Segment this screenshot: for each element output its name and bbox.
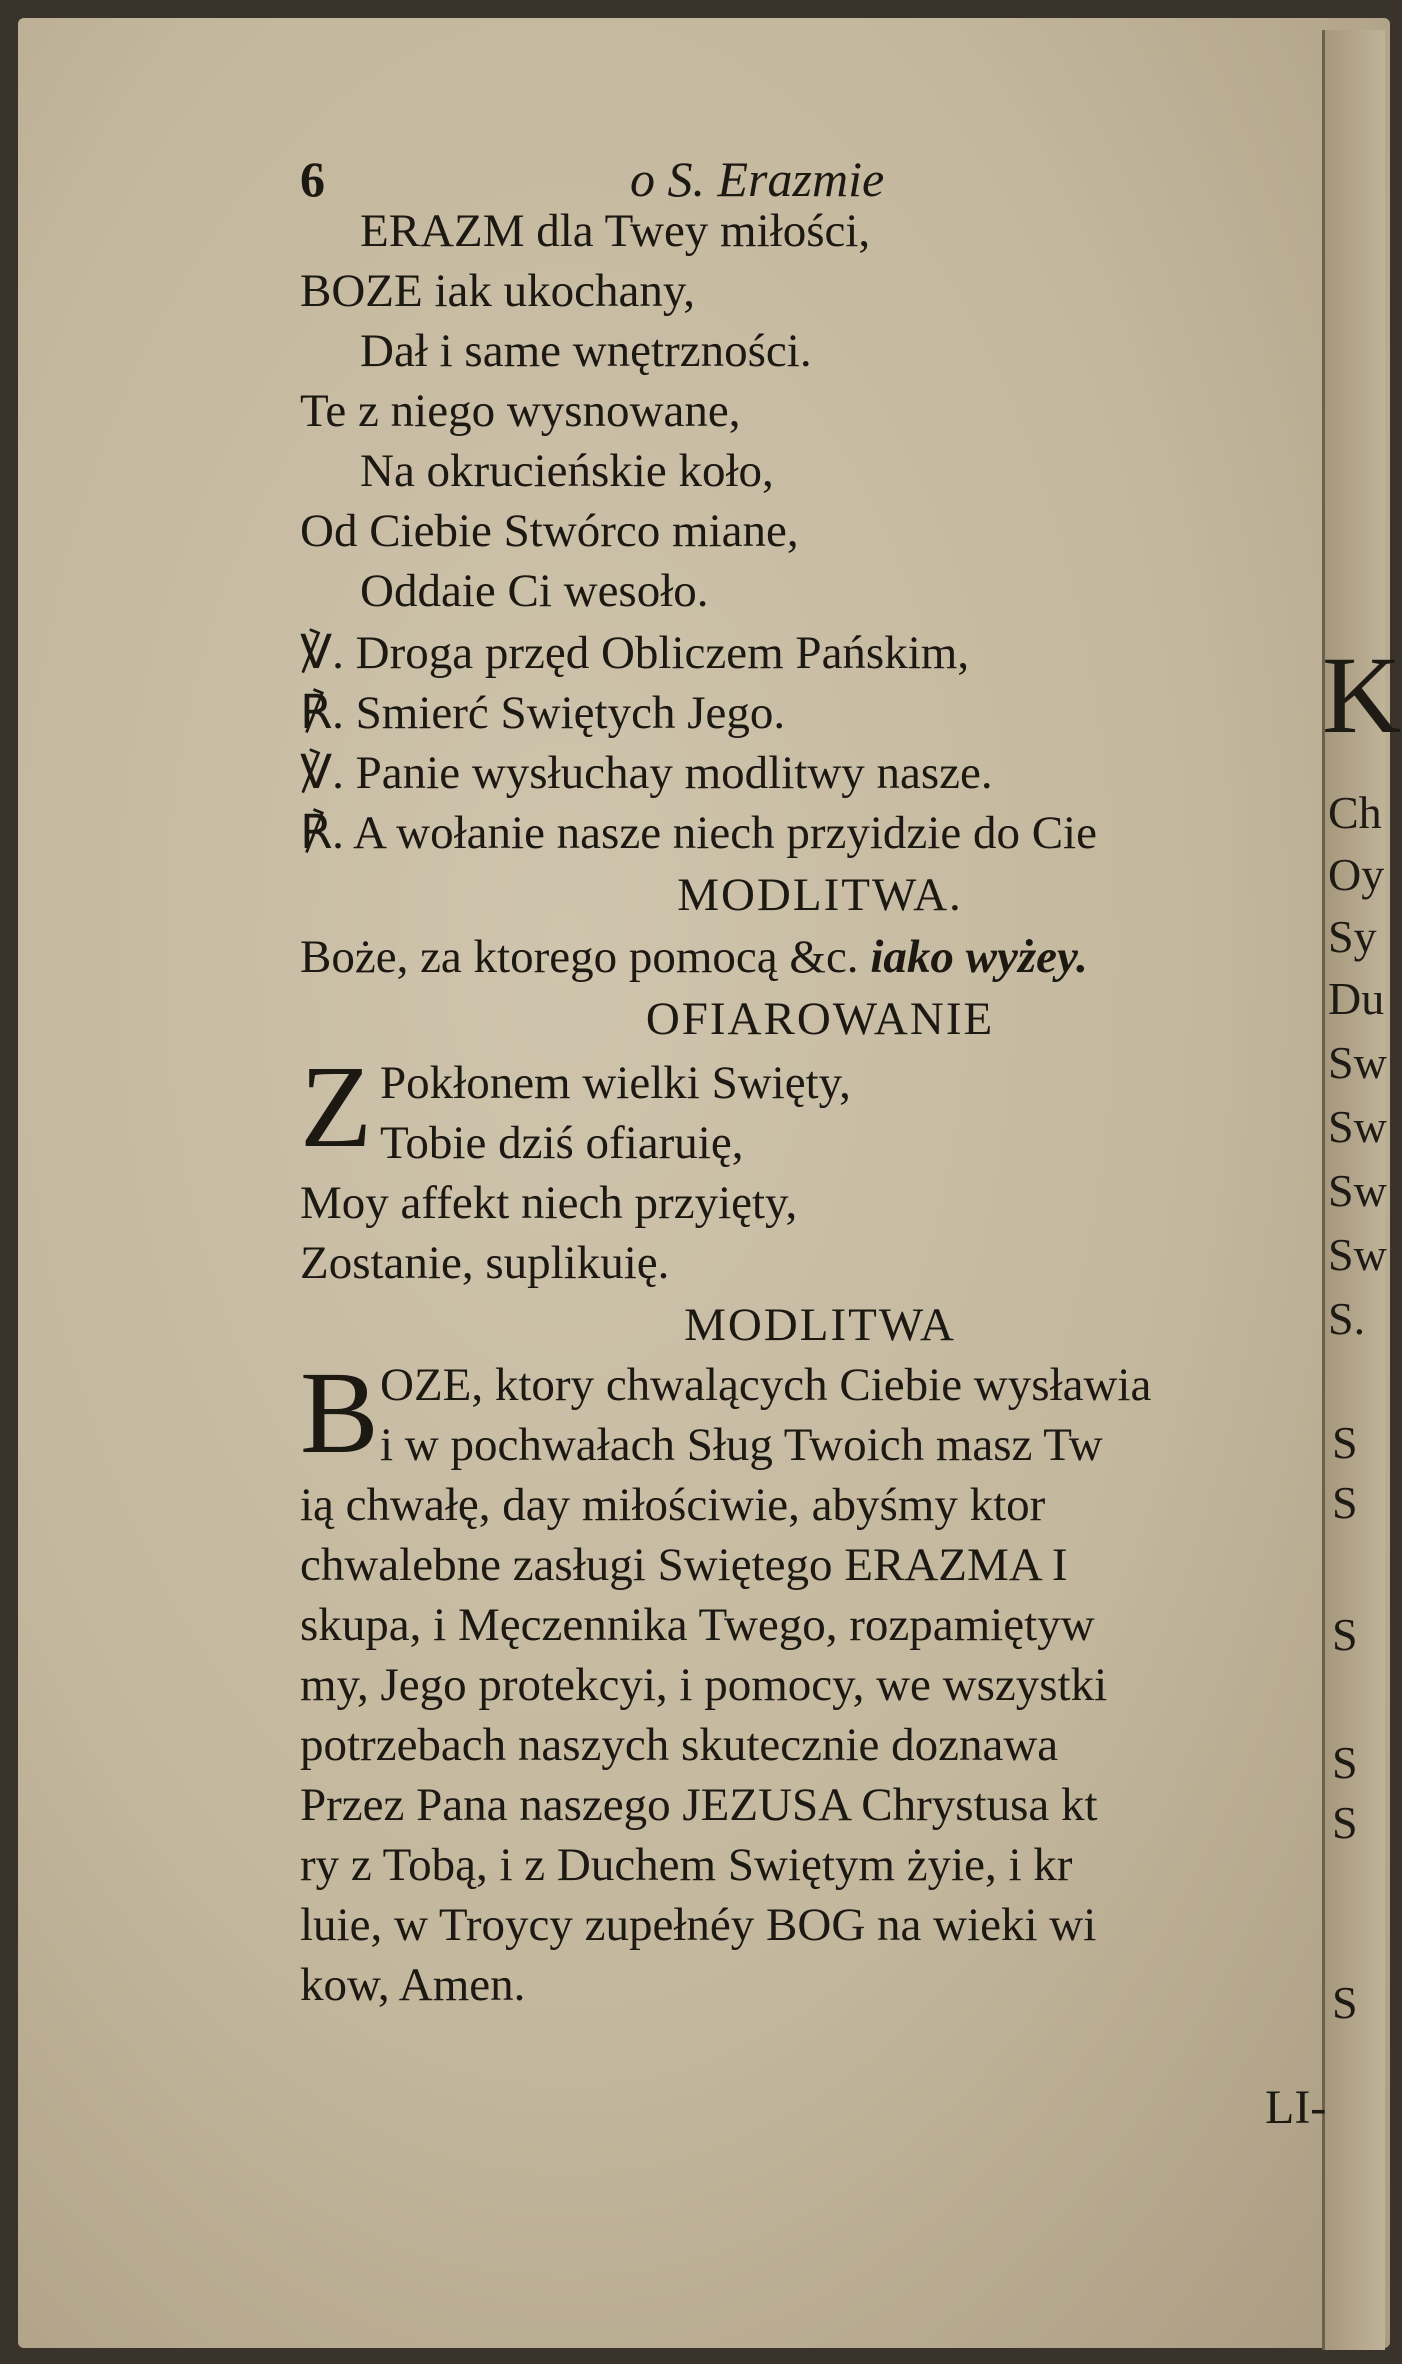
drop-cap: B — [300, 1347, 379, 1478]
verse-line: Od Ciebie Stwórco miane, — [300, 505, 799, 557]
next-page-fragment: S — [1332, 1797, 1358, 1848]
offering-heading: OFIAROWANIE — [645, 993, 995, 1045]
prayer-line: my, Jego protekcyi, i pomocy, we wszystki — [300, 1659, 1108, 1711]
response-line: ℟. A wołanie nasze niech przyidzie do Cie — [300, 807, 1097, 859]
prayer-line: chwalebne zasługi Swiętego ERAZMA I — [300, 1539, 1068, 1591]
offering-line: Pokłonem wielki Swięty, — [380, 1057, 851, 1109]
verse-line: Oddaie Ci wesoło. — [360, 565, 709, 617]
verse-line: Te z niego wysnowane, — [300, 385, 741, 437]
prayer-line: potrzebach naszych skutecznie doznawa — [300, 1719, 1059, 1771]
offering-line: Tobie dziś ofiaruię, — [380, 1117, 744, 1169]
verse-line: BOZE iak ukochany, — [300, 265, 696, 317]
prayer-line: ry z Tobą, i z Duchem Swiętym żyie, i kr — [300, 1839, 1073, 1891]
next-page-fragment: Sy — [1328, 911, 1377, 962]
next-page-fragment: K — [1322, 634, 1402, 756]
next-page-fragment: S. — [1328, 1293, 1366, 1344]
running-title: o S. Erazmie — [630, 151, 885, 207]
catchword: LI- — [1265, 2081, 1327, 2134]
prayer-line — [300, 931, 1088, 983]
next-page-fragment: Sw — [1328, 1037, 1387, 1088]
next-page-fragment: Sw — [1328, 1229, 1387, 1280]
offering-line: Moy affekt niech przyięty, — [300, 1177, 798, 1229]
prayer-line: i w pochwałach Sług Twoich masz Tw — [380, 1419, 1103, 1471]
next-page-fragment: S — [1332, 1417, 1358, 1468]
verse-line: ERAZM dla Twey miłości, — [360, 205, 871, 257]
prayer-italic: iako wyżey. — [870, 931, 1088, 983]
next-page-fragment: S — [1332, 1477, 1358, 1528]
next-page-fragment: Sw — [1328, 1165, 1387, 1216]
offering-line: Zostanie, suplikuię. — [300, 1237, 670, 1289]
next-page-fragment: Sw — [1328, 1101, 1387, 1152]
verse-line: Dał i same wnętrzności. — [360, 325, 812, 377]
next-page-fragment: S — [1332, 1609, 1358, 1660]
prayer-line: OZE, ktory chwalących Ciebie wysławia — [380, 1359, 1152, 1411]
response-line: ℟. Smierć Swiętych Jego. — [300, 687, 786, 739]
prayer-line: Przez Pana naszego JEZUSA Chrystusa kt — [300, 1779, 1098, 1831]
page-number: 6 — [300, 151, 325, 207]
next-page-fragment: Oy — [1328, 849, 1385, 900]
next-page-fragment: S — [1332, 1977, 1358, 2028]
next-page-fragment: Du — [1328, 973, 1385, 1024]
prayer-line: luie, w Troycy zupełnéy BOG na wieki wi — [300, 1899, 1097, 1951]
verse-line: Na okrucieńskie koło, — [360, 445, 774, 497]
next-page-fragment: Ch — [1328, 787, 1382, 838]
prayer-line: ią chwałę, day miłościwie, abyśmy ktor — [300, 1479, 1046, 1531]
prayer-text: Boże, za ktorego pomocą &c. — [300, 931, 859, 983]
versicle-line: ℣. Droga przęd Obliczem Pańskim, — [300, 627, 970, 679]
drop-cap: Z — [300, 1041, 373, 1172]
next-page-fragment: S — [1332, 1737, 1358, 1788]
prayer-heading: MODLITWA. — [677, 869, 963, 921]
versicle-line: ℣. Panie wysłuchay modlitwy nasze. — [300, 747, 993, 799]
prayer-heading: MODLITWA — [684, 1299, 956, 1351]
prayer-line: kow, Amen. — [300, 1959, 526, 2011]
prayer-line: skupa, i Męczennika Twego, rozpamiętyw — [300, 1599, 1095, 1651]
